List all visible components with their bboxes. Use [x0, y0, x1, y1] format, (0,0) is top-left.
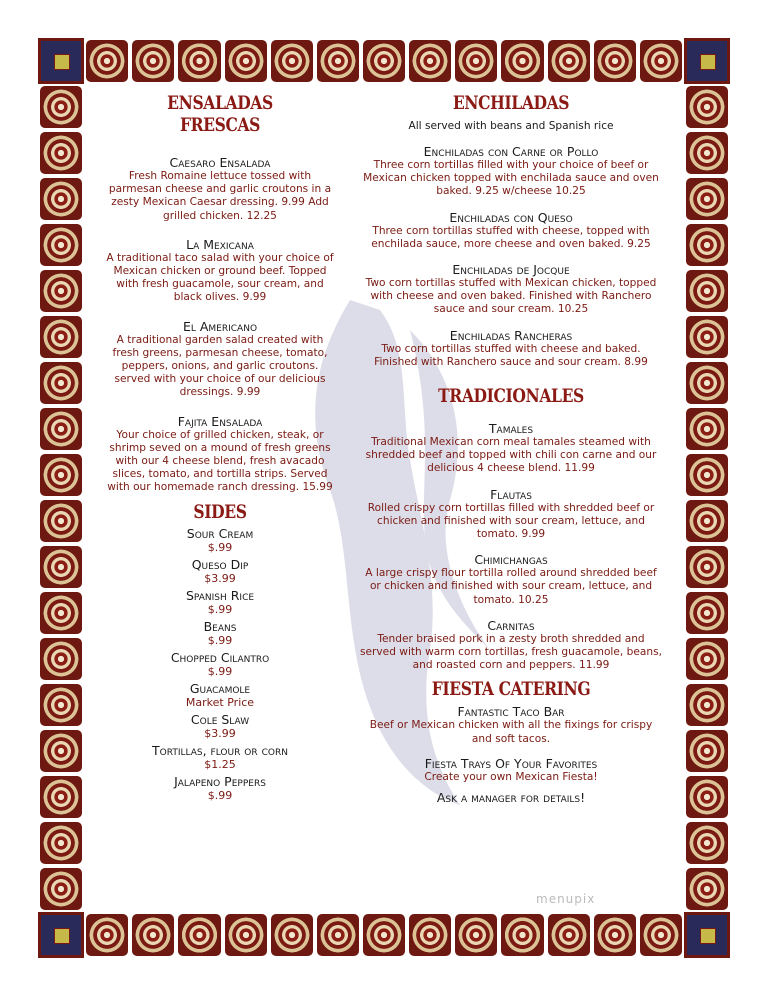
corner-tile	[684, 912, 730, 958]
rose-tile	[686, 776, 728, 818]
side-name: Sour Cream	[186, 525, 254, 541]
menu-item	[106, 414, 334, 495]
menu-item	[360, 262, 662, 317]
rose-tile	[409, 40, 451, 82]
menu-item	[360, 421, 662, 476]
rose-tile	[409, 914, 451, 956]
rose-tile	[40, 684, 82, 726]
corner-tile	[684, 38, 730, 84]
item-name: Enchiladas Rancheras	[449, 327, 573, 343]
rose-tile	[594, 40, 636, 82]
rose-tile	[40, 178, 82, 220]
rose-tile	[40, 316, 82, 358]
item-description: Create your own Mexican Fiesta!	[424, 770, 598, 783]
rose-tile	[640, 914, 682, 956]
rose-tile	[40, 868, 82, 910]
rose-tile	[317, 40, 359, 82]
section-title-tradicionales: TRADICIONALES	[438, 385, 584, 408]
side-price: $3.99	[204, 726, 236, 740]
rose-tile	[40, 454, 82, 496]
corner-tile	[38, 38, 84, 84]
rose-tile	[686, 868, 728, 910]
menu-item	[360, 618, 662, 673]
item-name: Chimichangas	[474, 552, 548, 568]
rose-tile	[686, 546, 728, 588]
item-name: Flautas	[490, 486, 532, 502]
rose-tile	[501, 914, 543, 956]
rose-tile	[225, 914, 267, 956]
rose-tile	[640, 40, 682, 82]
side-name: Cole Slaw	[190, 711, 250, 727]
section-title-catering: FIESTA CATERING	[431, 678, 591, 701]
rose-tile	[40, 224, 82, 266]
item-description: A traditional taco salad with your choice of Mexican chicken or ground beef. Topped with fresh guacamole, sour cream, and black olives. 9.99	[106, 251, 334, 304]
rose-tile	[686, 822, 728, 864]
border-right	[684, 84, 730, 912]
rose-tile	[317, 914, 359, 956]
item-description: Two corn tortillas stuffed with Mexican chicken, topped with cheese and oven baked. Finished with Ranchero sauce and sour cream. 10.25	[365, 277, 657, 316]
side-price: $.99	[207, 788, 233, 802]
rose-tile	[86, 914, 128, 956]
rose-tile	[40, 776, 82, 818]
section-title-enchiladas: ENCHILADAS	[452, 92, 570, 114]
rose-tile	[686, 224, 728, 266]
corner-tile	[38, 912, 84, 958]
border-bottom	[38, 912, 730, 958]
rose-tile	[686, 408, 728, 450]
rose-tile	[178, 914, 220, 956]
rose-tile	[686, 730, 728, 772]
rose-tile	[132, 40, 174, 82]
item-description: Tender braised pork in a zesty broth shredded and served with warm corn tortillas, fresh guacamole, beans, and roasted corn and peppers. 11.99	[360, 632, 662, 672]
rose-tile	[501, 40, 543, 82]
item-description: Your choice of grilled chicken, steak, or shrimp seved on a mound of fresh greens with our 4 cheese blend, fresh avacado slices, tomato, and tortilla strips. Served with our homemade ranch dressing. 15.99	[107, 428, 333, 494]
side-name: Spanish Rice	[185, 587, 255, 603]
rose-tile	[686, 362, 728, 404]
menu-item	[360, 487, 662, 542]
item-description: Three corn tortillas filled with your choice of beef or Mexican chicken topped with enchilada sauce and oven baked. 9.25 w/cheese 10.25	[363, 159, 659, 198]
rose-tile	[686, 500, 728, 542]
menu-item	[106, 155, 334, 223]
item-name: Carnitas	[487, 617, 535, 633]
item-name: Caesaro Ensalada	[169, 155, 271, 170]
side-price: $3.99	[204, 571, 236, 585]
rose-tile	[686, 270, 728, 312]
rose-tile	[455, 40, 497, 82]
rose-tile	[686, 684, 728, 726]
rose-tile	[686, 638, 728, 680]
rose-tile	[455, 914, 497, 956]
sides-list	[106, 526, 334, 802]
rose-tile	[178, 40, 220, 82]
rose-tile	[686, 178, 728, 220]
side-name: Chopped Cilantro	[170, 649, 270, 665]
item-description: Rolled crispy corn tortillas filled with shredded beef or chicken and finished with sour cream, lettuce, and tomato. 9.99	[367, 501, 655, 541]
side-price: $.99	[207, 540, 233, 554]
rose-tile	[86, 40, 128, 82]
rose-tile	[271, 914, 313, 956]
menu-item	[360, 210, 662, 251]
side-name: Queso Dip	[191, 556, 249, 572]
rose-tile	[40, 270, 82, 312]
menu-item	[106, 237, 334, 305]
rose-tile	[40, 730, 82, 772]
border-left	[38, 84, 84, 912]
item-name: Enchiladas con Carne or Pollo	[423, 144, 599, 159]
section-title-ensaladas: ENSALADAS FRESCAS	[167, 92, 273, 136]
rose-tile	[363, 40, 405, 82]
side-price: Market Price	[185, 695, 255, 709]
side-price: $.99	[207, 664, 233, 678]
menu-item	[360, 328, 662, 369]
item-name: Fantastic Taco Bar	[457, 704, 565, 720]
menu-item	[360, 704, 662, 745]
border-top	[38, 38, 730, 84]
left-column	[106, 92, 334, 802]
item-description: Traditional Mexican corn meal tamales steamed with shredded beef and topped with chili con carne and our delicious 4 cheese blend. 11.99	[365, 436, 657, 475]
item-description: A large crispy flour tortilla rolled around shredded beef or chicken and finished with sour cream, lettuce, and tomato. 10.25	[365, 567, 657, 606]
catering-footer: Ask a manager for details!	[436, 790, 586, 806]
item-name: Fajita Ensalada	[177, 413, 263, 429]
menu-item	[106, 319, 334, 400]
rose-tile	[594, 914, 636, 956]
side-name: Beans	[203, 618, 237, 634]
rose-tile	[40, 362, 82, 404]
side-price: $1.25	[204, 757, 236, 771]
rose-tile	[40, 592, 82, 634]
rose-tile	[363, 914, 405, 956]
menupix-watermark: menupix	[536, 892, 596, 906]
item-name: Tamales	[488, 421, 534, 437]
menu-item	[360, 144, 662, 199]
item-description: Two corn tortillas stuffed with cheese and baked. Finished with Ranchero sauce and sour cream. 8.99	[374, 342, 648, 368]
side-name: Guacamole	[189, 680, 251, 696]
item-name: Enchiladas con Queso	[449, 209, 573, 225]
rose-tile	[271, 40, 313, 82]
rose-tile	[132, 914, 174, 956]
menu-item	[360, 756, 662, 784]
item-description: A traditional garden salad created with fresh greens, parmesan cheese, tomato, peppers, onions, and garlic croutons. served with your choice of our delicious dressings. 9.99	[112, 333, 328, 399]
rose-tile	[225, 40, 267, 82]
section-title-sides: SIDES	[193, 500, 247, 523]
item-description: Fresh Romaine lettuce tossed with parmesan cheese and garlic croutons in a zesty Mexican Caesar dressing. 9.99 Add grilled chicken. 12.25	[108, 170, 332, 222]
item-name: Fiesta Trays Of Your Favorites	[424, 755, 598, 771]
rose-tile	[686, 592, 728, 634]
rose-tile	[686, 316, 728, 358]
side-price: $.99	[207, 633, 233, 647]
item-name: La Mexicana	[186, 236, 254, 252]
item-description: Beef or Mexican chicken with all the fixings for crispy and soft tacos.	[369, 719, 653, 745]
right-column	[360, 92, 662, 805]
rose-tile	[548, 914, 590, 956]
rose-tile	[40, 638, 82, 680]
side-price: $.99	[207, 602, 233, 616]
item-name: Enchiladas de Jocque	[452, 262, 570, 278]
rose-tile	[40, 546, 82, 588]
side-name: Jalapeno Peppers	[174, 773, 266, 789]
rose-tile	[686, 454, 728, 496]
rose-tile	[40, 132, 82, 174]
rose-tile	[548, 40, 590, 82]
rose-tile	[686, 86, 728, 128]
item-name: El Americano	[182, 318, 258, 334]
side-name: Tortillas, flour or corn	[152, 742, 288, 758]
rose-tile	[40, 500, 82, 542]
rose-tile	[40, 86, 82, 128]
section-subtitle: All served with beans and Spanish rice	[408, 120, 614, 132]
rose-tile	[40, 822, 82, 864]
item-description: Three corn tortillas stuffed with cheese, topped with enchilada sauce, more cheese and oven baked. 9.25	[371, 224, 651, 250]
rose-tile	[686, 132, 728, 174]
menu-item	[360, 552, 662, 607]
rose-tile	[40, 408, 82, 450]
